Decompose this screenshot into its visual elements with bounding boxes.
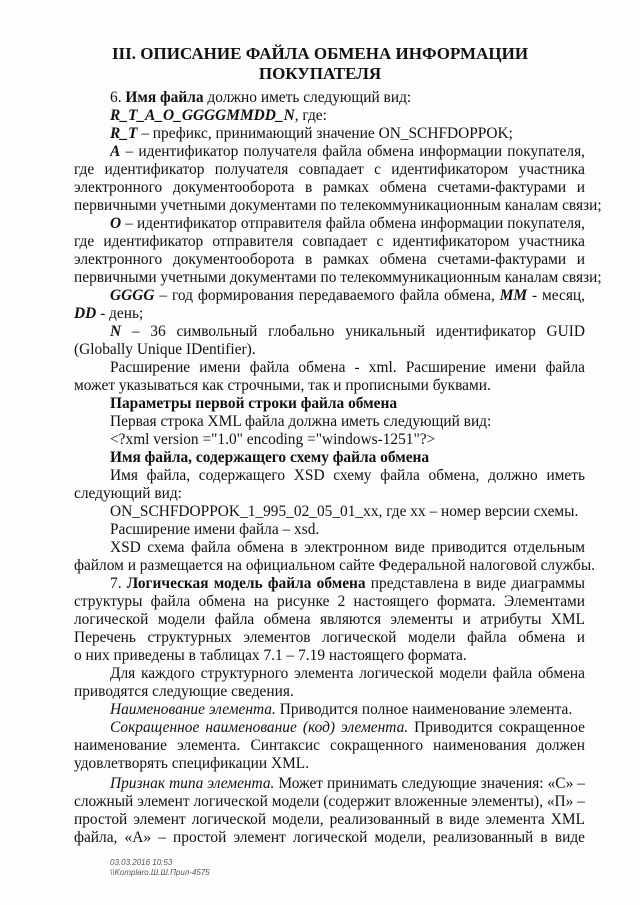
a-definition: – идентификатор получателя файла обмена информации покупателя, [120, 143, 585, 160]
footer-path: \\Komplaro.Ш.Ш.Прил-4575 [110, 868, 210, 877]
p6-line-1 [110, 89, 621, 107]
type-line-1 [110, 775, 585, 793]
p7-line-5: о них приведены в таблицах 7.1 – 7.19 настоящего формата. [74, 647, 467, 664]
o-line-2: где идентификатор отправителя совпадает с идентификатором участника [74, 233, 585, 250]
p6-pattern-line [110, 107, 621, 125]
pattern-tail: , где: [294, 107, 327, 124]
o-line-1 [110, 215, 585, 233]
rt-definition: – префикс, принимающий значение ON_SCHFDOPPOK; [137, 125, 513, 142]
o-line-3: электронного документооборота в рамках обмена счетами-фактурами и [74, 251, 585, 268]
p7-line-1 [110, 575, 585, 593]
p6-rest: должно иметь следующий вид: [203, 89, 412, 106]
a-line-3: электронного документооборота в рамках обмена счетами-фактурами и [74, 179, 585, 196]
params-line-1: Первая строка XML файла должна иметь следующий вид: [110, 413, 492, 430]
o-definition: – идентификатор отправителя файла обмена информации покупателя, [121, 215, 585, 232]
section-title-line-2: ПОКУПАТЕЛЯ [258, 64, 382, 83]
ext-line-1: Расширение имени файла обмена - xml. Расширение имени файла [110, 359, 585, 376]
type-rest: Может принимать следующие значения: «С» – [274, 775, 585, 792]
dd-term: DD [74, 305, 97, 322]
schema-line-5: XSD схема файла обмена в электронном виде приводится отдельным [110, 539, 585, 556]
section-title-line-1: III. ОПИСАНИЕ ФАЙЛА ОБМЕНА ИНФОРМАЦИИ [111, 44, 529, 63]
schema-heading: Имя файла, содержащего схему файла обмена [110, 449, 430, 466]
type-line-3: простой элемент логической модели, реализованный в виде элемента XML [74, 811, 585, 828]
rt-line [110, 125, 621, 143]
file-name-pattern: R_T_A_O_GGGGMMDD_N [110, 107, 295, 124]
gggg-term: GGGG [110, 287, 155, 304]
o-term: O [110, 215, 122, 232]
schema-line-1: Имя файла, содержащего XSD схему файла обмена, должно иметь [110, 467, 585, 484]
p7-rest: представлена в виде диаграммы [365, 575, 585, 592]
p7-line-4: Перечень структурных элементов логической модели файла обмена и [74, 629, 585, 646]
ext-line-2: может указываться как строчными, так и прописными буквами. [74, 377, 491, 394]
naming-line [110, 701, 621, 719]
dd-definition: - день; [96, 305, 144, 322]
schema-line-3: ON_SCHFDOPPOK_1_995_02_05_01_xx, где xx – номер версии схемы. [110, 503, 579, 520]
a-line-4: первичными учетными документами по телекоммуникационным каналам связи; [74, 197, 602, 214]
rt-term: R_T [110, 125, 138, 142]
n-line-2: (Globally Unique IDentifier). [74, 341, 256, 358]
short-line-2: наименование элемента. Синтаксис сокращенного наименования должен [74, 737, 585, 754]
n-line-1 [110, 323, 585, 341]
short-label: Сокращенное наименование (код) элемента. [110, 719, 409, 736]
short-line-3: удовлетворять спецификации XML. [74, 755, 310, 772]
type-label: Признак типа элемента. [110, 775, 275, 792]
p6-number: 6. [110, 89, 126, 106]
short-line-1 [110, 719, 585, 737]
gggg-line [110, 287, 585, 305]
o-line-4: первичными учетными документами по телекоммуникационным каналам связи; [74, 269, 602, 286]
type-line-2: сложный элемент логической модели (содержит вложенные элементы), «П» – [74, 793, 585, 810]
params-xml-declaration: <?xml version ="1.0" encoding ="windows-1251"?> [110, 431, 436, 448]
short-rest: Приводится сокращенное [408, 719, 585, 736]
dd-line [74, 305, 585, 323]
p7-line-2: структуры файла обмена на рисунке 2 настоящего формата. Элементами [74, 593, 585, 610]
schema-line-4: Расширение имени файла – xsd. [110, 521, 320, 538]
a-line-2: где идентификатор получателя совпадает с идентификатором участника [74, 161, 585, 178]
p7-line-6: Для каждого структурного элемента логической модели файла обмена [110, 665, 585, 682]
naming-label: Наименование элемента. [110, 701, 276, 718]
n-term: N [110, 323, 122, 340]
schema-line-2: следующий вид: [74, 485, 182, 502]
schema-line-6: файлом и размещается на официальном сайте Федеральной налоговой службы. [74, 557, 596, 574]
p7-number: 7. [110, 575, 127, 592]
type-line-4: файла, «А» – простой элемент логической модели, реализованный в виде [74, 829, 585, 846]
footer-timestamp: 03.03.2016 10:53 [110, 858, 173, 867]
p6-label: Имя файла [125, 89, 204, 106]
p7-line-7: приводятся следующие сведения. [74, 683, 294, 700]
mm-definition: - месяц, [527, 287, 585, 304]
gggg-definition: – год формирования передаваемого файла обмена, [154, 287, 500, 304]
params-heading: Параметры первой строки файла обмена [110, 395, 398, 412]
n-definition: – 36 символьный глобально уникальный идентификатор GUID [121, 323, 585, 340]
mm-term: MM [499, 287, 528, 304]
p7-label: Логическая модель файла обмена [126, 575, 366, 592]
a-term: A [110, 143, 121, 160]
p7-line-3: логической модели файла обмена являются элементы и атрибуты XML [74, 611, 585, 628]
a-line-1 [110, 143, 585, 161]
naming-text: Приводится полное наименование элемента. [275, 701, 573, 718]
